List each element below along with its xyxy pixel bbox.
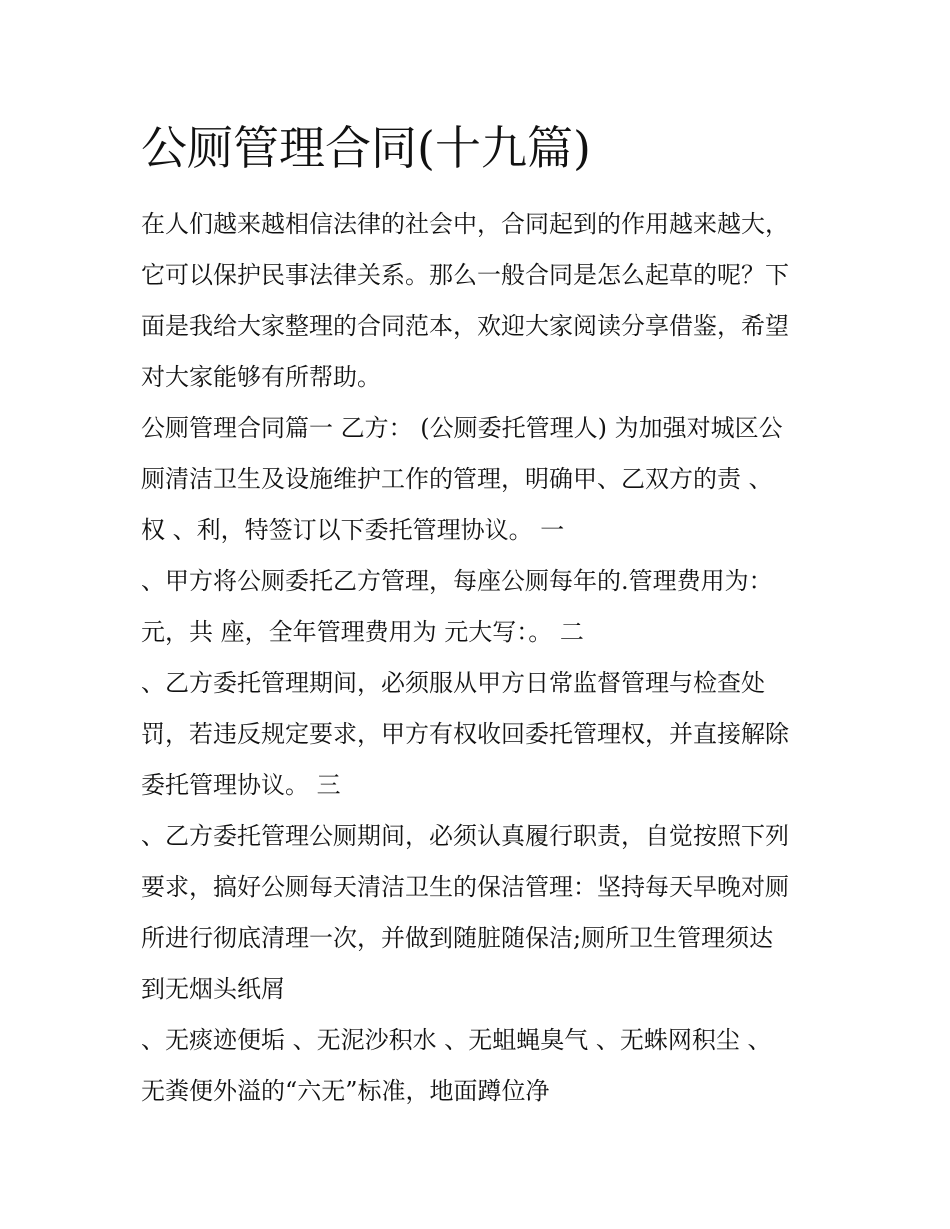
body-line: 在人们越来越相信法律的社会中，合同起到的作用越来越大，: [141, 210, 789, 238]
body-line: 罚，若违反规定要求，甲方有权收回委托管理权，并直接解除: [141, 720, 789, 748]
body-line: 公厕管理合同篇一 乙方： (公厕委托管理人) 为加强对城区公: [141, 414, 783, 442]
body-line: 厕清洁卫生及设施维护工作的管理，明确甲、乙双方的责 、: [141, 465, 773, 493]
body-line: 、无痰迹便垢 、无泥沙积水 、无蛆蝇臭气 、无蛛网积尘 、: [141, 1026, 772, 1054]
body-line: 无粪便外溢的“六无”标准，地面蹲位净: [141, 1077, 550, 1105]
body-line: 、乙方委托管理公厕期间，必须认真履行职责，自觉按照下列: [141, 822, 789, 850]
body-line: 要求，搞好公厕每天清洁卫生的保洁管理：坚持每天早晚对厕: [141, 873, 789, 901]
body-line: 元，共 座，全年管理费用为 元大写：。 二: [141, 618, 584, 646]
body-line: 到无烟头纸屑: [141, 975, 285, 1003]
body-line: 委托管理协议。 三: [141, 771, 341, 799]
document-body: [141, 199, 841, 1117]
body-line: 所进行彻底清理一次，并做到随脏随保洁;厕所卫生管理须达: [141, 924, 774, 952]
body-line: 对大家能够有所帮助。: [141, 363, 381, 391]
body-line: 它可以保护民事法律关系。那么一般合同是怎么起草的呢？下: [141, 261, 789, 289]
body-line: 面是我给大家整理的合同范本，欢迎大家阅读分享借鉴，希望: [141, 312, 789, 340]
body-line: 、乙方委托管理期间，必须服从甲方日常监督管理与检查处: [141, 669, 765, 697]
document-title: 公厕管理合同(十九篇): [141, 121, 591, 175]
body-line: 、甲方将公厕委托乙方管理，每座公厕每年的.管理费用为：: [141, 567, 773, 595]
body-line: 权 、利，特签订以下委托管理协议。 一: [141, 516, 565, 544]
